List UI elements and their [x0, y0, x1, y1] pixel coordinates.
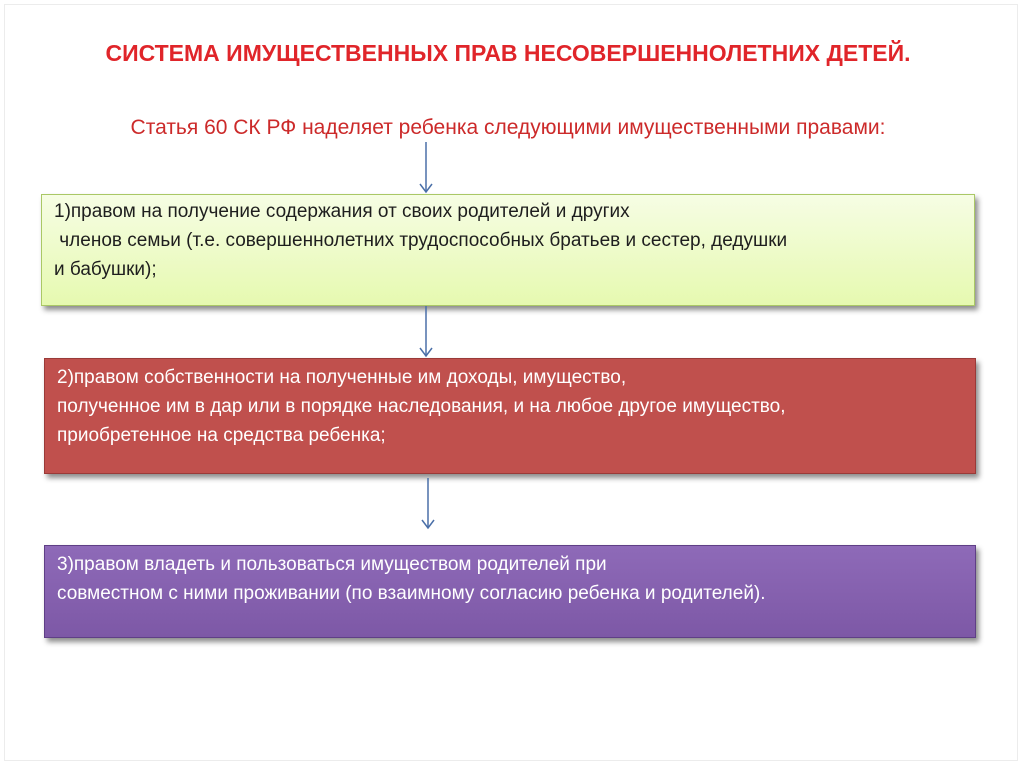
- slide-subtitle: Статья 60 СК РФ наделяет ребенка следующими имущественными правами:: [130, 116, 886, 139]
- right-item-3-line-1: 3)правом владеть и пользоваться имуществом родителей при: [57, 554, 607, 575]
- right-item-1: [41, 194, 975, 306]
- right-item-2-line-2: полученное им в дар или в порядке наследования, и на любое другое имущество,: [57, 396, 786, 417]
- right-item-2-line-3: приобретенное на средства ребенка;: [57, 425, 386, 446]
- right-item-2: [44, 358, 976, 474]
- slide-title: СИСТЕМА ИМУЩЕСТВЕННЫХ ПРАВ НЕСОВЕРШЕННОЛЕТНИХ ДЕТЕЙ.: [105, 40, 911, 66]
- arrow-down-icon: [419, 306, 433, 358]
- arrow-down-icon: [419, 142, 433, 194]
- right-item-1-line-2: членов семьи (т.е. совершеннолетних трудоспособных братьев и сестер, дедушки: [54, 230, 788, 251]
- arrow-down-icon: [421, 478, 435, 530]
- right-item-3: [44, 545, 976, 638]
- right-item-3-line-2: совместном с ними проживании (по взаимному согласию ребенка и родителей).: [57, 583, 766, 604]
- right-item-1-line-3: и бабушки);: [54, 259, 157, 280]
- right-item-1-line-1: 1)правом на получение содержания от своих родителей и других: [54, 201, 630, 222]
- right-item-2-line-1: 2)правом собственности на полученные им доходы, имущество,: [57, 367, 627, 388]
